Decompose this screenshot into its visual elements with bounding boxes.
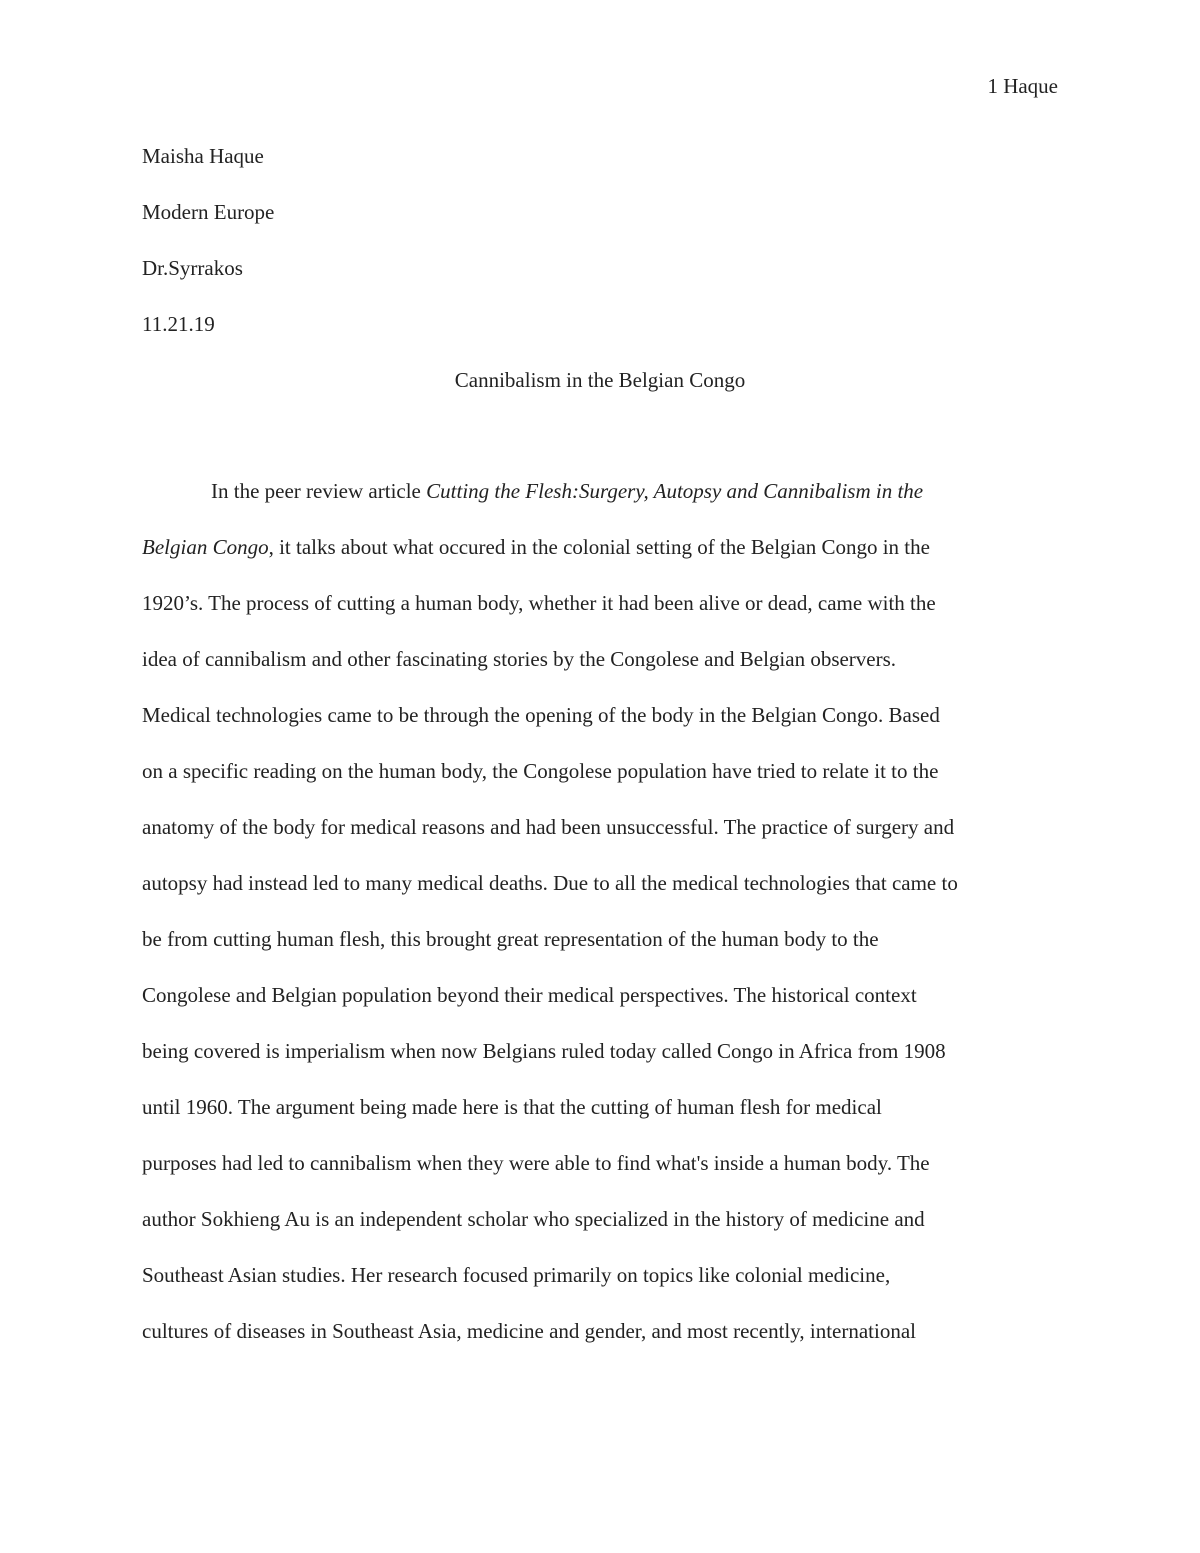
article-title-part-2: Belgian Congo xyxy=(142,535,269,559)
body-line: be from cutting human flesh, this brought great representation of the human body to the xyxy=(142,927,879,951)
instructor-name: Dr.Syrrakos xyxy=(142,256,243,280)
body-line: on a specific reading on the human body, the Congolese population have tried to relate it to the xyxy=(142,759,939,783)
body-text: , it talks about what occured in the colonial setting of the Belgian Congo in the xyxy=(268,535,930,559)
body-line: author Sokhieng Au is an independent scholar who specialized in the history of medicine and xyxy=(142,1207,925,1231)
body-line: autopsy had instead led to many medical deaths. Due to all the medical technologies that came to xyxy=(142,871,958,895)
body-line: Medical technologies came to be through the opening of the body in the Belgian Congo. Based xyxy=(142,703,940,727)
body-line: until 1960. The argument being made here is that the cutting of human flesh for medical xyxy=(142,1095,882,1119)
paper-title: Cannibalism in the Belgian Congo xyxy=(454,368,746,392)
body-line: idea of cannibalism and other fascinating stories by the Congolese and Belgian observers. xyxy=(142,647,897,671)
body-line xyxy=(142,533,1058,589)
paper-date: 11.21.19 xyxy=(142,312,215,336)
body-line: Congolese and Belgian population beyond their medical perspectives. The historical context xyxy=(142,983,917,1007)
student-name: Maisha Haque xyxy=(142,144,264,168)
article-title-part-1: Cutting the Flesh:Surgery, Autopsy and Cannibalism in the xyxy=(426,479,924,503)
body-line xyxy=(142,477,1058,533)
body-line: anatomy of the body for medical reasons and had been unsuccessful. The practice of surgery and xyxy=(142,815,955,839)
body-line: purposes had led to cannibalism when they were able to find what's inside a human body. The xyxy=(142,1151,930,1175)
body-line: being covered is imperialism when now Belgians ruled today called Congo in Africa from 1908 xyxy=(142,1039,946,1063)
body-line: cultures of diseases in Southeast Asia, medicine and gender, and most recently, international xyxy=(142,1319,916,1343)
body-line: 1920’s. The process of cutting a human body, whether it had been alive or dead, came with the xyxy=(142,591,936,615)
body-paragraph xyxy=(142,477,1058,1373)
running-header xyxy=(987,72,1058,100)
header-surname: Haque xyxy=(1003,74,1058,98)
course-name: Modern Europe xyxy=(142,200,275,224)
page-number: 1 xyxy=(987,74,998,98)
body-line: Southeast Asian studies. Her research focused primarily on topics like colonial medicine, xyxy=(142,1263,891,1287)
body-text: In the peer review article xyxy=(211,479,427,503)
mla-heading xyxy=(142,142,1058,366)
